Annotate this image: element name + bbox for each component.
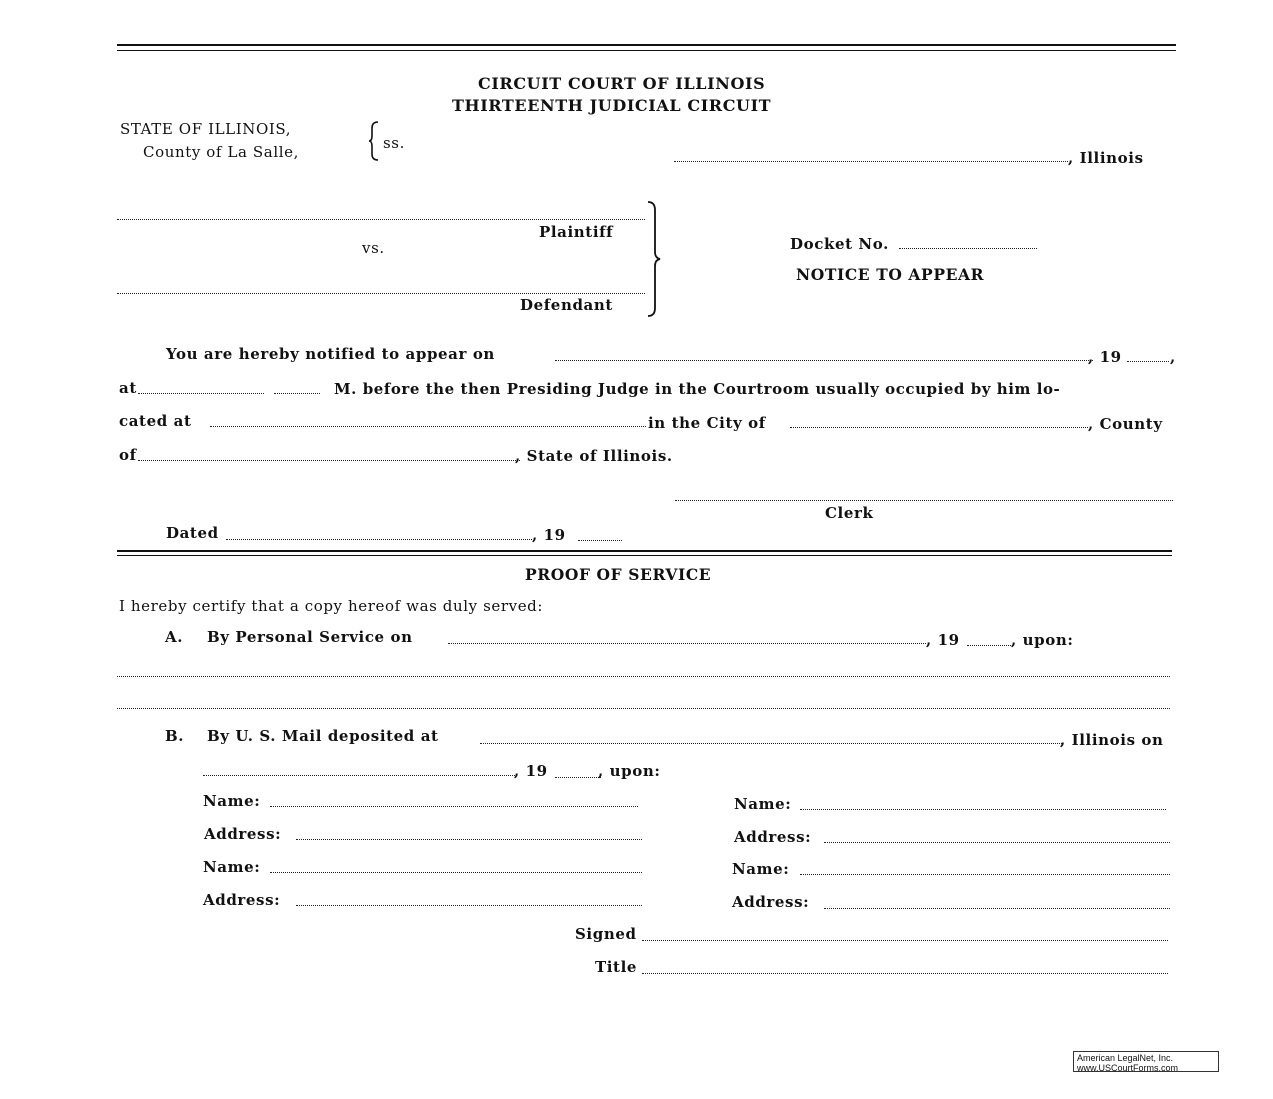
clerk-label: Clerk (825, 504, 874, 522)
defendant-label: Defendant (520, 296, 613, 314)
dated-field[interactable] (226, 539, 532, 540)
notice-line3-city: in the City of (648, 414, 766, 432)
publisher-name: American LegalNet, Inc. (1077, 1053, 1174, 1063)
name-label-right-2: Name: (732, 860, 790, 878)
defendant-field[interactable] (117, 293, 645, 294)
venue-county: County of La Salle, (143, 143, 299, 161)
appear-year-field[interactable] (1127, 361, 1169, 362)
vs-label: vs. (362, 239, 385, 257)
proof-title: PROOF OF SERVICE (525, 565, 712, 584)
publisher-badge (1073, 1051, 1219, 1072)
venue-brace (368, 120, 382, 162)
signed-label: Signed (575, 925, 637, 943)
address-label-left-2: Address: (203, 891, 281, 909)
address-label-right-1: Address: (734, 828, 812, 846)
appear-date-field[interactable] (555, 360, 1093, 361)
publisher-website: www.USCourtForms.com (1077, 1063, 1179, 1073)
name-field-right-2[interactable] (800, 874, 1170, 875)
notice-line3-county: , County (1088, 415, 1163, 433)
dated-year-label: , 19 (532, 526, 566, 544)
caption-brace (646, 200, 662, 318)
clerk-signature-field[interactable] (675, 500, 1173, 501)
mail-location-field[interactable] (480, 743, 1062, 744)
address-field-right-2[interactable] (824, 908, 1170, 909)
appear-ampm-field[interactable] (274, 393, 320, 394)
personal-service-year-field[interactable] (967, 645, 1013, 646)
courtroom-location-field[interactable] (210, 426, 646, 427)
name-field-left-1[interactable] (270, 806, 638, 807)
venue-state: STATE OF ILLINOIS, (120, 120, 292, 138)
address-label-right-2: Address: (732, 893, 810, 911)
notice-line1-year: , 19 (1088, 348, 1122, 366)
top-rule-thin (117, 50, 1176, 51)
proof-a-label: A. (165, 628, 184, 646)
plaintiff-field[interactable] (117, 219, 645, 220)
address-label-left-1: Address: (204, 825, 282, 843)
personal-service-date-field[interactable] (448, 643, 926, 644)
county-field[interactable] (138, 460, 520, 461)
location-suffix: , Illinois (1068, 149, 1144, 167)
mail-date-field[interactable] (203, 775, 517, 776)
proof-a-year: , 19 (926, 631, 960, 649)
dated-year-field[interactable] (578, 540, 622, 541)
signed-field[interactable] (642, 940, 1168, 941)
notice-title: NOTICE TO APPEAR (796, 265, 985, 284)
notice-line4-of: of (119, 446, 137, 464)
name-field-left-2[interactable] (270, 872, 642, 873)
title-label: Title (595, 958, 638, 976)
notice-line4-state: , State of Illinois. (515, 447, 673, 465)
mail-year-field[interactable] (555, 777, 601, 778)
circuit-title: THIRTEENTH JUDICIAL CIRCUIT (452, 96, 772, 115)
name-label-left-2: Name: (203, 858, 261, 876)
title-field[interactable] (642, 973, 1168, 974)
notice-line2-at: at (119, 379, 137, 397)
proof-b-label: B. (165, 727, 185, 745)
proof-a-upon: , upon: (1011, 631, 1074, 649)
venue-ss: ss. (383, 134, 405, 152)
top-rule (117, 44, 1176, 46)
notice-line2-text: M. before the then Presiding Judge in the Courtroom usually occupied by him lo- (334, 380, 1061, 398)
location-field[interactable] (674, 161, 1068, 162)
address-field-right-1[interactable] (824, 842, 1170, 843)
address-field-left-1[interactable] (296, 839, 642, 840)
name-label-right-1: Name: (734, 795, 792, 813)
proof-b-illinois: , Illinois on (1060, 731, 1164, 749)
proof-a-text: By Personal Service on (207, 628, 413, 646)
notice-line1-lead: You are hereby notified to appear on (166, 345, 495, 363)
name-label-left-1: Name: (203, 792, 261, 810)
court-title: CIRCUIT COURT OF ILLINOIS (478, 74, 766, 93)
docket-label: Docket No. (790, 235, 889, 253)
notice-line3-lead: cated at (119, 412, 192, 430)
address-field-left-2[interactable] (296, 905, 642, 906)
mid-rule-top (117, 550, 1172, 552)
mid-rule-bottom (117, 555, 1172, 556)
docket-field[interactable] (899, 248, 1037, 249)
notice-line1-end: , (1170, 348, 1176, 366)
personal-service-person-field-1[interactable] (117, 676, 1170, 677)
personal-service-person-field-2[interactable] (117, 708, 1170, 709)
dated-label: Dated (166, 524, 219, 542)
name-field-right-1[interactable] (800, 809, 1166, 810)
proof-b-text: By U. S. Mail deposited at (207, 727, 439, 745)
appear-time-field[interactable] (138, 393, 264, 394)
plaintiff-label: Plaintiff (539, 223, 614, 241)
city-field[interactable] (790, 427, 1088, 428)
proof-b-year: , 19 (514, 762, 548, 780)
proof-certify: I hereby certify that a copy hereof was duly served: (119, 597, 544, 615)
proof-b-upon: , upon: (598, 762, 661, 780)
